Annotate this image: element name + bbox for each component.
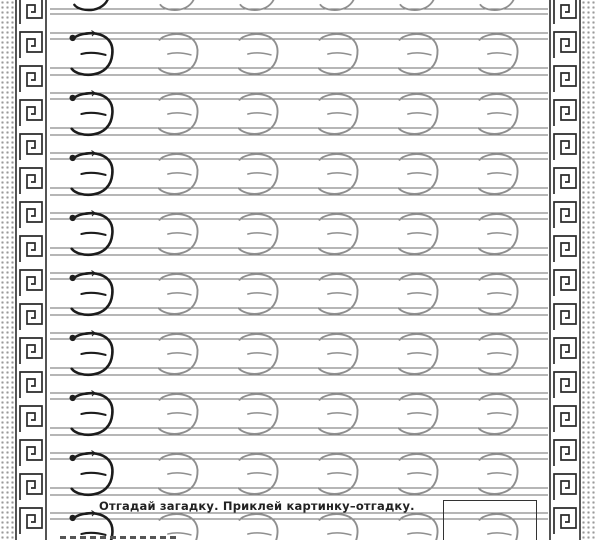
start-dot-icon [69,95,75,101]
letter-bar [81,53,105,55]
letter-bar [408,293,431,295]
letter-bar [408,413,431,415]
letter-bar [408,233,431,235]
letter-stroke [399,514,438,540]
letter-bar [248,353,271,355]
letter-bar [248,173,271,175]
trace-letter [399,514,438,540]
letter-bar [248,53,271,55]
start-dot-icon [69,275,75,281]
letter-bar [168,173,191,175]
letter-bar [168,233,191,235]
letter-bar [168,53,191,55]
letter-bar [81,413,105,415]
letter-bar [168,293,191,295]
letter-bar [248,293,271,295]
letter-bar [328,413,351,415]
letter-bar [488,53,511,55]
letter-bar [168,473,191,475]
letter-bar [81,353,105,355]
letter-bar [328,533,351,535]
start-dot-icon [69,155,75,161]
riddle-instruction: Отгадай загадку. Приклей картинку–отгадку. [99,499,415,513]
letter-bar [81,293,105,295]
letter-bar [328,293,351,295]
letter-bar [328,353,351,355]
letter-stroke [319,514,358,540]
letter-bar [488,113,511,115]
letter-bar [81,473,105,475]
letter-bar [248,113,271,115]
letter-bar [81,113,105,115]
letter-bar [328,113,351,115]
letter-bar [328,233,351,235]
letter-bar [488,233,511,235]
letter-bar [408,473,431,475]
start-dot-icon [69,515,75,521]
letter-bar [408,353,431,355]
letter-bar [408,53,431,55]
letter-bar [408,533,431,535]
cut-off-text-line [60,529,180,540]
ruled-lines [50,9,548,540]
letter-bar [488,173,511,175]
sticker-box[interactable] [443,500,537,540]
letter-bar [488,353,511,355]
letter-bar [168,413,191,415]
letter-bar [408,173,431,175]
letter-bar [248,473,271,475]
letter-bar [81,173,105,175]
start-dot-icon [69,215,75,221]
letter-bar [408,113,431,115]
trace-letter [239,514,278,540]
letter-stroke [239,514,278,540]
letter-bar [168,353,191,355]
letter-bar [488,293,511,295]
letter-bar [248,233,271,235]
letter-bar [328,53,351,55]
letter-bar [328,473,351,475]
letter-bar [168,113,191,115]
start-dot-icon [69,395,75,401]
letter-bar [81,233,105,235]
start-dot-icon [69,35,75,41]
letter-bar [488,413,511,415]
letter-bar [328,173,351,175]
letter-bar [488,473,511,475]
start-dot-icon [69,335,75,341]
start-dot-icon [69,455,75,461]
trace-letter [319,514,358,540]
letter-bar [248,413,271,415]
letter-bar [248,533,271,535]
